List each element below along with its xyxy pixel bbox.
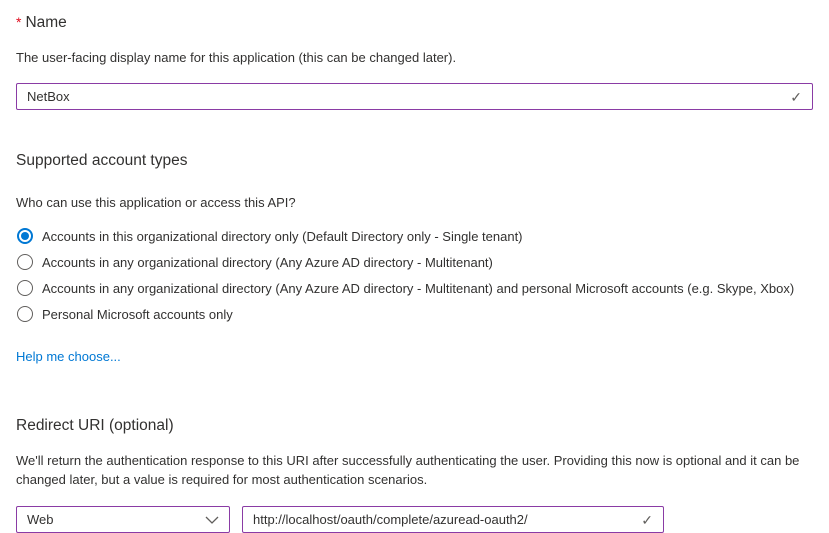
valid-checkmark-icon: ✓	[790, 88, 802, 105]
help-me-choose-link[interactable]: Help me choose...	[16, 349, 121, 364]
radio-option-multitenant-personal[interactable]	[16, 275, 813, 301]
name-input-container	[16, 83, 813, 110]
name-section	[16, 12, 813, 110]
chevron-down-icon	[205, 516, 229, 524]
name-label	[16, 12, 813, 33]
radio-option-single-tenant[interactable]	[16, 223, 813, 249]
platform-select-value: Web	[27, 512, 54, 527]
supported-account-types-heading: Supported account types	[16, 152, 188, 169]
account-types-question: Who can use this application or access this API?	[16, 195, 296, 210]
radio-option-label: Personal Microsoft accounts only	[42, 306, 233, 322]
supported-account-types-section	[16, 151, 813, 366]
radio-option-personal-only[interactable]	[16, 301, 813, 327]
account-types-radio-group	[16, 223, 813, 327]
valid-checkmark-icon: ✓	[641, 511, 653, 528]
radio-option-label: Accounts in this organizational directory only (Default Directory only - Single tenant)	[42, 228, 523, 244]
radio-option-label: Accounts in any organizational directory (Any Azure AD directory - Multitenant) and personal Microsoft accounts (e.g. Skype, Xbox)	[42, 280, 795, 296]
redirect-uri-description: We'll return the authentication response to this URI after successfully authenticating the user. Providing this now is optional and it can be changed later, but a value is required for most authentication scenarios.	[16, 453, 800, 487]
redirect-uri-heading: Redirect URI (optional)	[16, 417, 174, 434]
radio-option-multitenant[interactable]	[16, 249, 813, 275]
redirect-uri-controls	[16, 506, 813, 533]
radio-option-label: Accounts in any organizational directory (Any Azure AD directory - Multitenant)	[42, 254, 493, 270]
radio-button-icon[interactable]	[17, 228, 33, 244]
required-asterisk: *	[16, 14, 22, 30]
redirect-uri-input-container	[242, 506, 664, 533]
redirect-uri-input[interactable]	[243, 507, 641, 532]
radio-button-icon[interactable]	[17, 254, 33, 270]
redirect-uri-section	[16, 416, 813, 533]
platform-select[interactable]	[16, 506, 230, 533]
name-label-text: Name	[25, 14, 67, 31]
name-input[interactable]	[17, 84, 790, 109]
name-description: The user-facing display name for this application (this can be changed later).	[16, 50, 457, 65]
radio-button-icon[interactable]	[17, 306, 33, 322]
radio-button-icon[interactable]	[17, 280, 33, 296]
